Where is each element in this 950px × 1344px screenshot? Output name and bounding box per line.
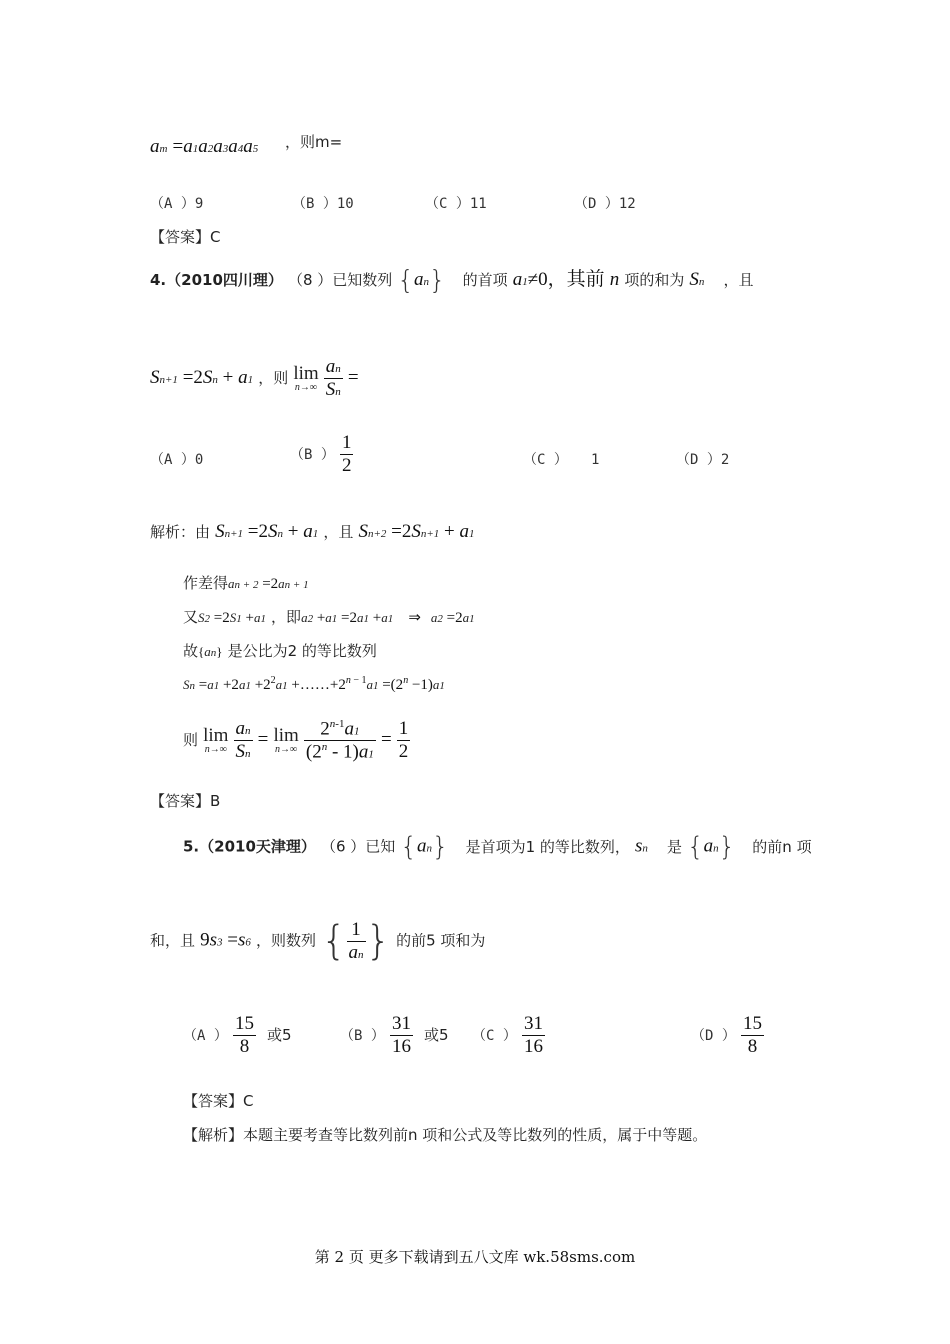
q4-step2: 又S2 =2S1 +a1 ，即a2 +a1 =2a1 +a1 ⇒ a2 =2a1 bbox=[183, 608, 475, 626]
q3-equation: am =a1a2a3a4a5 bbox=[150, 136, 259, 157]
q4-option-a: （A ）0 bbox=[150, 452, 204, 468]
q4-step1: 作差得an + 2 =2an + 1 bbox=[183, 574, 309, 592]
q5-option-c: （C ） $\frac{31}{16}$ bbox=[472, 1013, 543, 1057]
q5-question-line1: 5.（2010天津理） （6 ）已知 {an} 是首项为1 的等比数列， sn 是 {an} 的前n 项 bbox=[183, 832, 812, 862]
q4-neq: ≠0，其前 bbox=[527, 269, 605, 290]
q3-option-d: （D ）12 bbox=[574, 196, 636, 212]
q5-option-d: （D ） $\frac{15}{8}$ bbox=[691, 1013, 762, 1057]
q4-first-term: 的首项 bbox=[462, 271, 508, 289]
q3-option-c: （C ）11 bbox=[425, 196, 487, 212]
page-footer: 第 2 页 更多下载请到五八文库 wk.58sms.com bbox=[314, 1248, 636, 1266]
q3-then-m: ，则m= bbox=[285, 133, 343, 151]
q4-question-line1: 4.（2010四川理） （8 ）已知数列 {an} 的首项 a1≠0，其前 n 项的和为 Sn ，且 bbox=[150, 265, 754, 296]
q4-score: （8 ）已知数列 bbox=[287, 271, 393, 289]
q4-solution-line: 解析：由 Sn+1 =2Sn + a1 ，且 Sn+2 =2Sn+1 + a1 bbox=[150, 521, 475, 542]
q4-label: 4.（2010四川理） bbox=[150, 271, 283, 289]
right-brace-icon: } bbox=[428, 265, 446, 296]
q4-and: ，且 bbox=[723, 271, 754, 289]
q3-answer: 【答案】C bbox=[150, 228, 221, 246]
q4-option-d: （D ）2 bbox=[676, 452, 730, 468]
q4-step5: 则 lim n→∞ $\frac{an}{Sn}$ = lim n→∞ $\frac{2^{n-1}a1}{(2^n - 1)a1}$ = $\frac{1}{2}$ bbox=[183, 718, 409, 763]
q4-step4: $Sn =a1 +2a1 +2^2a1$ $+\dots\dots+2^{n - 1}a1 =(2^n -1)a1$ bbox=[183, 675, 445, 693]
q4-option-b: （B ） $\frac{1}{2}$ bbox=[290, 432, 352, 476]
q4-n: n bbox=[609, 269, 620, 290]
q3-option-a: （A ）9 bbox=[150, 196, 204, 212]
q5-label: 5.（2010天津理） bbox=[183, 837, 316, 856]
q5-answer: 【答案】C bbox=[183, 1092, 254, 1110]
q5-option-b: （B ） $\frac{31}{16}$ 或5 bbox=[340, 1013, 449, 1057]
left-brace-icon: { bbox=[397, 265, 414, 296]
q4-step3: 故{an} 是公比为2 的等比数列 bbox=[183, 642, 377, 660]
q4-answer: 【答案】B bbox=[150, 792, 221, 810]
q3-option-b: （B ）10 bbox=[292, 196, 354, 212]
q5-analysis: 【解析】本题主要考查等比数列前n 项和公式及等比数列的性质，属于中等题。 bbox=[183, 1126, 708, 1144]
q4-then: ，则 bbox=[258, 368, 289, 387]
q4-question-line2: Sn+1 =2Sn + a1 ，则 lim n→∞ $\frac{an}{Sn}$ = bbox=[150, 356, 359, 400]
q4-option-c: （C ） 1 bbox=[523, 452, 600, 468]
q5-option-a: （A ） $\frac{15}{8}$ 或5 bbox=[183, 1013, 292, 1057]
q4-sum-text: 项的和为 bbox=[624, 271, 685, 289]
q5-question-line2: 和，且 9s3 =s6 ，则数列 { $\frac{1}{an}$ } 的前5 项和为 bbox=[150, 918, 486, 964]
